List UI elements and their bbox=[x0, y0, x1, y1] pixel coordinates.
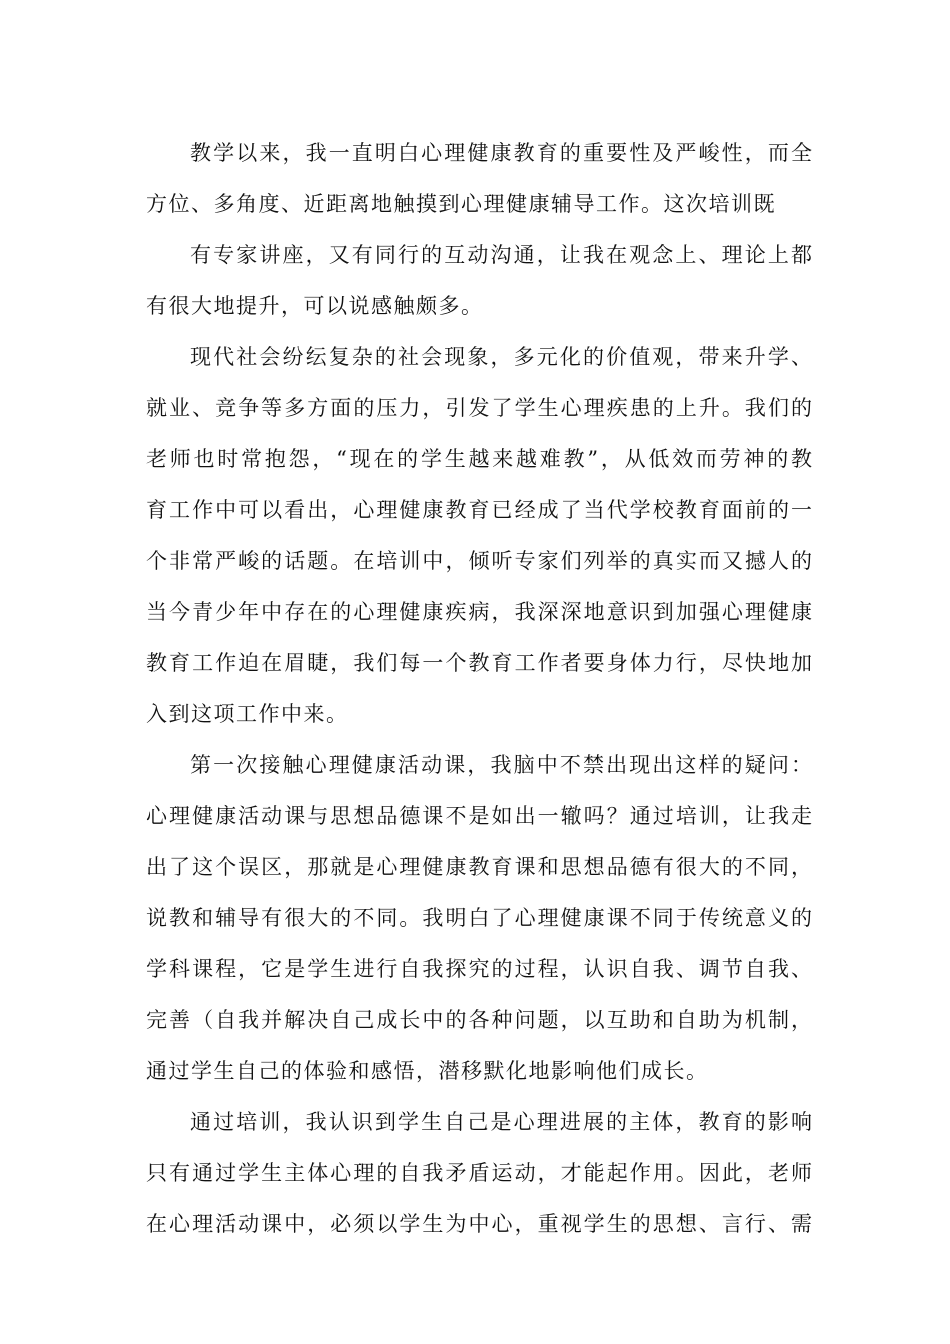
paragraph-line: 学科课程，它是学生进行自我探究的过程，认识自我、调节自我、 bbox=[146, 957, 812, 981]
paragraph-line: 说教和辅导有很大的不同。我明白了心理健康课不同于传统意义的 bbox=[146, 906, 812, 930]
document-body bbox=[146, 128, 812, 1250]
paragraph-line: 完善（自我并解决自己成长中的各种问题，以互助和自助为机制， bbox=[146, 1008, 812, 1032]
paragraph-line: 教育工作迫在眉睫，我们每一个教育工作者要身体力行，尽快地加 bbox=[146, 651, 812, 675]
paragraph-line: 老师也时常抱怨，“现在的学生越来越难教”，从低效而劳神的教 bbox=[146, 447, 812, 471]
paragraph-line: 心理健康活动课与思想品德课不是如出一辙吗？通过培训，让我走 bbox=[146, 804, 812, 828]
paragraph-line: 只有通过学生主体心理的自我矛盾运动，才能起作用。因此，老师 bbox=[146, 1161, 812, 1185]
paragraph-line: 就业、竞争等多方面的压力，引发了学生心理疾患的上升。我们的 bbox=[146, 396, 812, 420]
paragraph-line: 育工作中可以看出，心理健康教育已经成了当代学校教育面前的一 bbox=[146, 498, 812, 522]
paragraph-line: 出了这个误区，那就是心理健康教育课和思想品德有很大的不同， bbox=[146, 855, 812, 879]
paragraph-line: 在心理活动课中，必须以学生为中心，重视学生的思想、言行、需 bbox=[146, 1212, 812, 1236]
paragraph-line: 第一次接触心理健康活动课，我脑中不禁出现出这样的疑问： bbox=[190, 753, 812, 777]
paragraph-line: 当今青少年中存在的心理健康疾病，我深深地意识到加强心理健康 bbox=[146, 600, 812, 624]
paragraph-line: 通过学生自己的体验和感悟，潜移默化地影响他们成长。 bbox=[146, 1059, 709, 1083]
paragraph-line: 有很大地提升，可以说感触颇多。 bbox=[146, 294, 484, 318]
paragraph-line: 有专家讲座，又有同行的互动沟通，让我在观念上、理论上都 bbox=[190, 243, 812, 267]
paragraph-line: 个非常严峻的话题。在培训中，倾听专家们列举的真实而又撼人的 bbox=[146, 549, 812, 573]
paragraph-line: 通过培训，我认识到学生自己是心理进展的主体，教育的影响 bbox=[190, 1110, 812, 1134]
paragraph-line: 方位、多角度、近距离地触摸到心理健康辅导工作。这次培训既 bbox=[146, 192, 776, 216]
paragraph-line: 入到这项工作中来。 bbox=[146, 702, 349, 726]
paragraph-line: 现代社会纷纭复杂的社会现象，多元化的价值观，带来升学、 bbox=[190, 345, 812, 369]
paragraph-line: 教学以来，我一直明白心理健康教育的重要性及严峻性，而全 bbox=[190, 141, 812, 165]
